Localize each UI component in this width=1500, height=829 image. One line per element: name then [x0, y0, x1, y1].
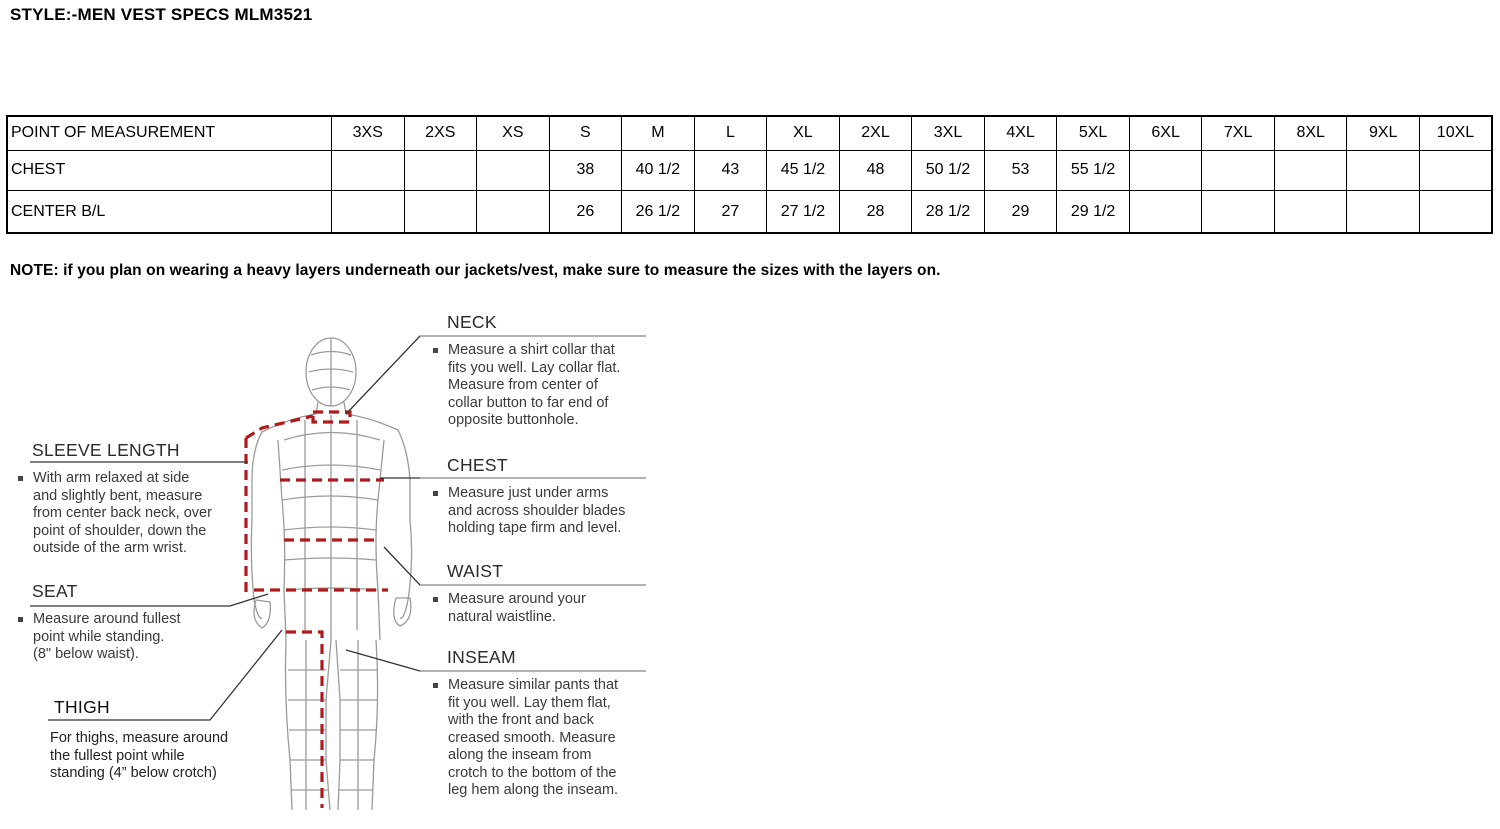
- chest-description: [448, 485, 625, 538]
- text-line: For thighs, measure around: [50, 730, 229, 746]
- text-line: and across shoulder blades: [448, 502, 626, 519]
- table-cell: 55 1/2: [1057, 150, 1130, 190]
- neck-label: NECK: [447, 312, 497, 332]
- table-cell: [1419, 150, 1492, 190]
- table-cell: [1274, 191, 1347, 233]
- page-title: STYLE:-MEN VEST SPECS MLM3521: [10, 5, 313, 24]
- inseam-label: INSEAM: [447, 647, 516, 667]
- table-cell: 29 1/2: [1057, 191, 1130, 233]
- table-cell: 45 1/2: [767, 150, 840, 190]
- table-row: [7, 150, 1492, 190]
- table-cell: CHEST: [7, 150, 332, 190]
- text-line: Measure just under arms: [448, 485, 609, 501]
- text-line: and slightly bent, measure: [33, 487, 203, 504]
- table-cell: [1347, 150, 1420, 190]
- sleeve-length-description: [33, 470, 212, 558]
- body-figure-outline: [251, 338, 411, 810]
- measurement-markers: [246, 412, 388, 808]
- table-cell: [477, 150, 550, 190]
- text-line: along the inseam from: [448, 747, 592, 763]
- text-line: Measure from center of: [448, 377, 598, 393]
- table-cell: [1129, 191, 1202, 233]
- text-line: outside of the arm wrist.: [33, 540, 187, 556]
- bullet-icon: [18, 617, 23, 622]
- table-cell: [404, 150, 477, 190]
- header-cell: POINT OF MEASUREMENT: [7, 116, 332, 150]
- text-line: Measure similar pants that: [448, 677, 619, 693]
- text-line: with the front and back: [448, 712, 594, 728]
- header-cell: XL: [767, 116, 840, 150]
- text-line: from center back neck, over: [33, 505, 212, 521]
- text-line: (8" below waist).: [33, 646, 139, 662]
- header-cell: L: [694, 116, 767, 150]
- seat-description: [33, 611, 181, 664]
- thigh-description: [50, 730, 228, 783]
- table-cell: [332, 191, 405, 233]
- table-cell: 29: [984, 191, 1057, 233]
- layering-note: NOTE: if you plan on wearing a heavy layers underneath our jackets/vest, make sure to measure the sizes with the layers on.: [10, 262, 941, 279]
- text-line: the fullest point while: [50, 747, 185, 764]
- header-cell: 6XL: [1129, 116, 1202, 150]
- table-header-row: [7, 116, 1492, 150]
- seat-label: SEAT: [32, 581, 78, 601]
- table-cell: [332, 150, 405, 190]
- header-cell: 9XL: [1347, 116, 1420, 150]
- text-line: standing (4” below crotch): [50, 765, 217, 781]
- waist-description: [448, 591, 586, 626]
- header-cell: 2XS: [404, 116, 477, 150]
- header-cell: 5XL: [1057, 116, 1130, 150]
- table-cell: [1202, 191, 1275, 233]
- header-cell: 2XL: [839, 116, 912, 150]
- bullet-icon: [433, 597, 438, 602]
- table-cell: 28 1/2: [912, 191, 985, 233]
- table-cell: 50 1/2: [912, 150, 985, 190]
- header-cell: 4XL: [984, 116, 1057, 150]
- text-line: leg hem along the inseam.: [448, 782, 619, 798]
- text-line: fits you well. Lay collar flat.: [448, 359, 621, 376]
- header-cell: M: [622, 116, 695, 150]
- table-cell: 28: [839, 191, 912, 233]
- text-line: fit you well. Lay them flat,: [448, 694, 611, 711]
- text-line: collar button to far end of: [448, 394, 609, 411]
- table-cell: 26: [549, 191, 622, 233]
- header-cell: 3XS: [332, 116, 405, 150]
- header-cell: 3XL: [912, 116, 985, 150]
- header-cell: 10XL: [1419, 116, 1492, 150]
- table-cell: [1419, 191, 1492, 233]
- chest-label: CHEST: [447, 455, 508, 475]
- table-cell: 40 1/2: [622, 150, 695, 190]
- table-cell: 26 1/2: [622, 191, 695, 233]
- table-cell: 43: [694, 150, 767, 190]
- text-line: point while standing.: [33, 628, 165, 645]
- header-cell: 7XL: [1202, 116, 1275, 150]
- table-cell: 27: [694, 191, 767, 233]
- text-line: Measure around fullest: [33, 611, 181, 627]
- header-cell: XS: [477, 116, 550, 150]
- table-cell: 53: [984, 150, 1057, 190]
- table-cell: [404, 191, 477, 233]
- bullet-icon: [433, 683, 438, 688]
- text-line: point of shoulder, down the: [33, 522, 207, 539]
- bullet-icon: [433, 491, 438, 496]
- size-spec-table: [6, 115, 1493, 234]
- text-line: With arm relaxed at side: [33, 470, 190, 486]
- text-line: natural waistline.: [448, 608, 556, 625]
- table-cell: [1347, 191, 1420, 233]
- text-line: holding tape firm and level.: [448, 520, 622, 536]
- table-cell: [477, 191, 550, 233]
- bullet-icon: [18, 476, 23, 481]
- text-line: Measure a shirt collar that: [448, 342, 615, 358]
- thigh-label: THIGH: [54, 697, 110, 717]
- table-cell: 48: [839, 150, 912, 190]
- text-line: opposite buttonhole.: [448, 412, 579, 428]
- inseam-description: [448, 677, 618, 800]
- sleeve-length-label: SLEEVE LENGTH: [32, 440, 180, 460]
- table-cell: [1202, 150, 1275, 190]
- waist-label: WAIST: [447, 561, 504, 581]
- text-line: crotch to the bottom of the: [448, 764, 617, 781]
- table-cell: 27 1/2: [767, 191, 840, 233]
- text-line: creased smooth. Measure: [448, 729, 616, 746]
- neck-description: [448, 342, 620, 430]
- table-cell: [1274, 150, 1347, 190]
- table-cell: [1129, 150, 1202, 190]
- table-cell: CENTER B/L: [7, 191, 332, 233]
- text-line: Measure around your: [448, 591, 586, 607]
- bullet-icon: [433, 348, 438, 353]
- header-cell: S: [549, 116, 622, 150]
- header-cell: 8XL: [1274, 116, 1347, 150]
- table-row: [7, 191, 1492, 233]
- table-cell: 38: [549, 150, 622, 190]
